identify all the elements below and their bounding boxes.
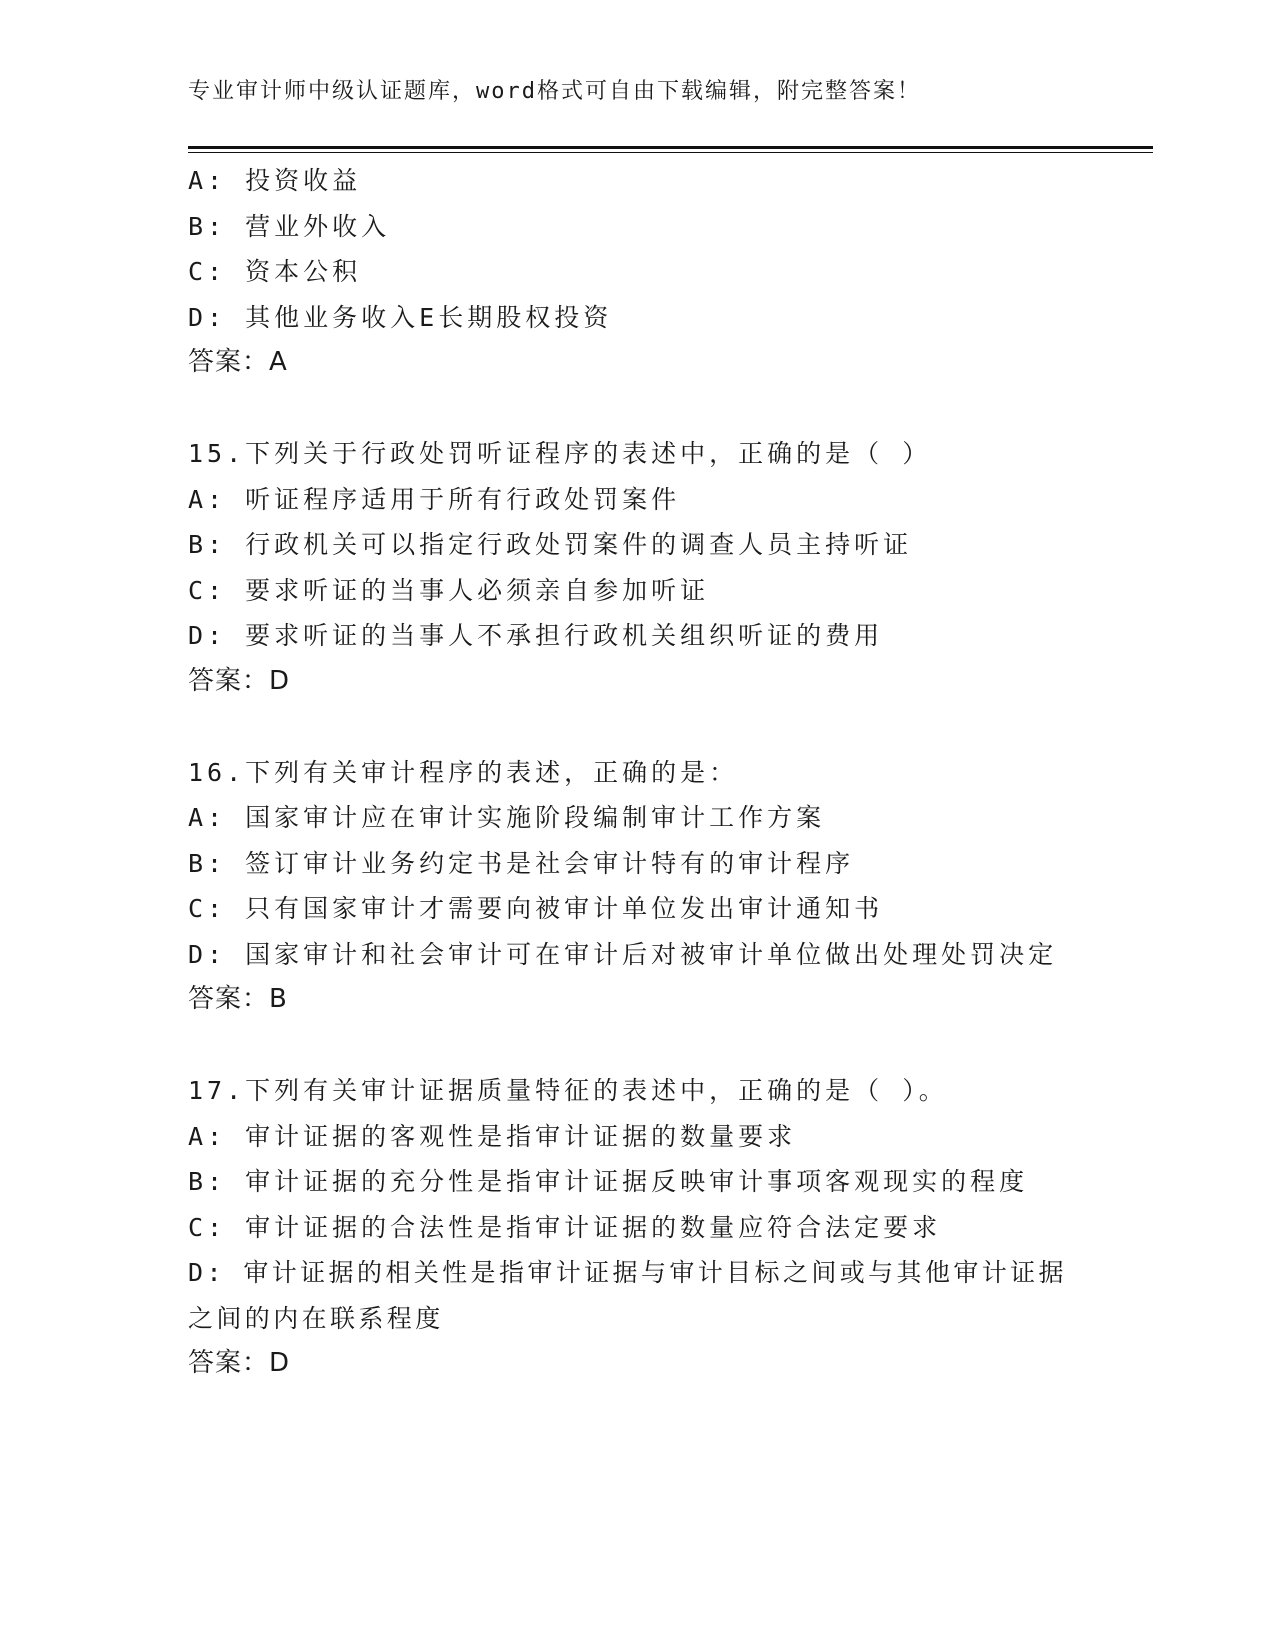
- option-b: B: 签订审计业务约定书是社会审计特有的审计程序: [188, 848, 855, 878]
- option-c: C: 只有国家审计才需要向被审计单位发出审计通知书: [188, 894, 884, 923]
- page-header: 专业审计师中级认证题库，word格式可自由下载编辑，附完整答案！: [188, 79, 921, 104]
- option-d: D: 要求听证的当事人不承担行政机关组织听证的费用: [188, 621, 884, 650]
- header-rule-thick: [188, 146, 1153, 149]
- question-list: [188, 158, 1088, 1387]
- question-text: 17.下列有关审计证据质量特征的表述中，正确的是（ ）。: [188, 1076, 948, 1105]
- option-b: B: 行政机关可以指定行政处罚案件的调查人员主持听证: [188, 530, 913, 559]
- answer-line: 答案：D: [188, 1348, 291, 1378]
- question-15-block: [188, 431, 1088, 704]
- question-14-block: [188, 158, 1088, 386]
- option-d: D: 审计证据的相关性是指审计证据与审计目标之间或与其他审计证据之间的内在联系程度: [188, 1258, 1067, 1333]
- option-a: A: 国家审计应在审计实施阶段编制审计工作方案: [188, 803, 826, 832]
- answer-line: 答案：B: [188, 984, 288, 1014]
- answer-line: 答案：A: [188, 347, 288, 377]
- header-rule-thin: [188, 152, 1153, 153]
- option-a: A: 投资收益: [188, 166, 362, 195]
- option-c: C: 审计证据的合法性是指审计证据的数量应符合法定要求: [188, 1212, 942, 1242]
- option-c: C: 资本公积: [188, 257, 362, 286]
- question-text: 16.下列有关审计程序的表述，正确的是：: [188, 757, 739, 787]
- spacer: [188, 386, 1088, 432]
- question-text: 15.下列关于行政处罚听证程序的表述中，正确的是（ ）: [188, 439, 932, 468]
- option-d: D: 其他业务收入E长期股权投资: [188, 302, 613, 332]
- option-b: B: 营业外收入: [188, 211, 391, 241]
- option-b: B: 审计证据的充分性是指审计证据反映审计事项客观现实的程度: [188, 1167, 1029, 1196]
- spacer: [188, 704, 1088, 750]
- spacer: [188, 1023, 1088, 1069]
- option-d: D: 国家审计和社会审计可在审计后对被审计单位做出处理处罚决定: [188, 939, 1058, 969]
- option-c: C: 要求听证的当事人必须亲自参加听证: [188, 575, 710, 605]
- option-a: A: 审计证据的客观性是指审计证据的数量要求: [188, 1121, 797, 1151]
- question-16-block: [188, 750, 1088, 1023]
- answer-line: 答案：D: [188, 665, 291, 696]
- option-a: A: 听证程序适用于所有行政处罚案件: [188, 484, 681, 514]
- question-17-block: [188, 1068, 1088, 1387]
